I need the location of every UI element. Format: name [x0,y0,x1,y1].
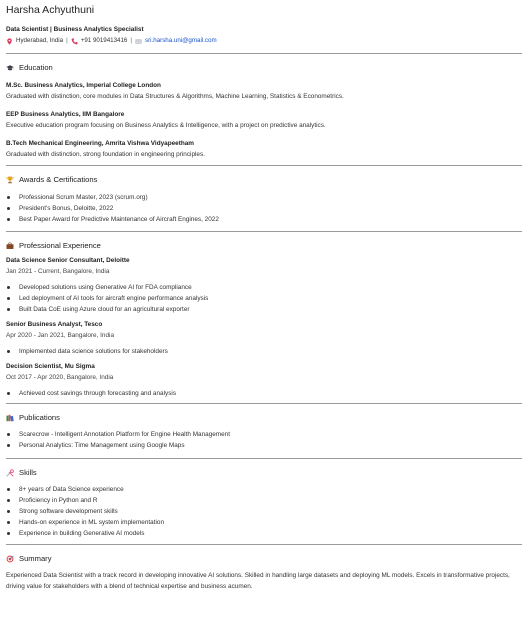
skill-item: Proficiency in Python and R [6,495,522,506]
publication-item: Scarecrow - Intelligent Annotation Platform for Engine Health Management [6,429,522,440]
job-bullet: Led deployment of AI tools for aircraft engine performance analysis [6,293,522,304]
job-bullet: Achieved cost savings through forecasting and analysis [6,388,522,399]
section-divider [6,53,522,54]
tools-icon [6,469,14,477]
publications-list [6,429,522,451]
skill-item: Hands-on experience in ML system implementation [6,517,522,528]
target-icon [6,555,14,563]
graduation-cap-icon [6,64,14,72]
books-icon [6,414,14,422]
skill-item: 8+ years of Data Science experience [6,484,522,495]
location-pin-icon [6,38,13,45]
briefcase-icon [6,242,14,250]
awards-heading-row [6,175,522,184]
education-description: Graduated with distinction, core modules in Data Structures & Algorithms, Machine Learning, Statistics & Econometrics. [6,93,344,101]
skill-item: Experience in building Generative AI models [6,528,522,539]
education-description: Executive education program focusing on Business Analytics & Intelligence, with a project on predictive analytics. [6,122,326,130]
awards-section [6,175,522,224]
phone-icon [71,38,78,45]
award-item: President's Bonus, Deloitte, 2022 [6,203,522,214]
job-bullets [6,388,522,399]
section-divider [6,544,522,545]
job-entry [6,257,522,315]
award-item: Professional Scrum Master, 2023 (scrum.org) [6,192,522,203]
education-description: Graduated with distinction, strong foundation in engineering principles. [6,151,205,159]
contact-line [6,37,522,45]
job-meta: Oct 2017 - Apr 2020, Bangalore, India [6,374,114,382]
publications-heading-row [6,413,522,422]
job-title: Data Science Senior Consultant, Deloitte [6,257,130,265]
education-item [6,82,522,101]
job-entry [6,363,522,399]
education-title: B.Tech Mechanical Engineering, Amrita Vishwa Vidyapeetham [6,140,194,148]
publication-item: Personal Analytics: Time Management using Google Maps [6,440,522,451]
location-text: Hyderabad, India [16,37,64,45]
job-bullets [6,282,522,315]
phone-text: +91 9019413416 [80,37,128,45]
job-meta: Jan 2021 - Current, Bangalore, India [6,268,110,276]
section-divider [6,231,522,232]
summary-heading: Summary [19,554,52,564]
education-heading: Education [19,62,53,72]
job-title: Decision Scientist, Mu Sigma [6,363,95,371]
email-icon [135,38,142,45]
summary-heading-row [6,554,522,563]
skill-item: Strong software development skills [6,506,522,517]
education-item [6,111,522,130]
trophy-icon [6,176,14,184]
skills-list [6,484,522,539]
publications-heading: Publications [19,413,60,423]
skills-heading: Skills [19,467,37,477]
awards-list [6,192,522,225]
job-bullet: Built Data CoE using Azure cloud for an agricultural exporter [6,304,522,315]
awards-heading: Awards & Certifications [19,175,98,185]
experience-heading-row [6,241,522,250]
email-link[interactable]: sri.harsha.uni@gmail.com [145,37,217,45]
job-meta: Apr 2020 - Jan 2021, Bangalore, India [6,332,115,340]
education-title: M.Sc. Business Analytics, Imperial College London [6,82,161,90]
candidate-subtitle: Data Scientist | Business Analytics Specialist [6,26,144,34]
publications-section [6,413,522,450]
section-divider [6,165,522,166]
job-bullet: Developed solutions using Generative AI for FDA compliance [6,282,522,293]
section-divider [6,403,522,404]
skills-section [6,468,522,539]
separator: | [66,37,68,45]
candidate-name: Harsha Achyuthuni [6,4,95,16]
education-item [6,140,522,159]
education-title: EEP Business Analytics, IIM Bangalore [6,111,125,119]
job-bullets [6,346,522,357]
separator: | [130,37,132,45]
job-bullet: Implemented data science solutions for stakeholders [6,346,522,357]
education-section [6,63,522,159]
skills-heading-row [6,468,522,477]
summary-section [6,554,522,591]
summary-text: Experienced Data Scientist with a track record in developing innovative AI solutions. Skilled in handling large datasets and deploying ML models. Excels in transformative projects, driving value for stakeholders with a blend of technical expertise and business acumen. [6,571,510,590]
award-item: Best Paper Award for Predictive Maintenance of Aircraft Engines, 2022 [6,214,522,225]
education-heading-row [6,63,522,72]
experience-heading: Professional Experience [19,240,101,250]
job-entry [6,321,522,357]
section-divider [6,458,522,459]
experience-section [6,241,522,399]
job-title: Senior Business Analyst, Tesco [6,321,103,329]
